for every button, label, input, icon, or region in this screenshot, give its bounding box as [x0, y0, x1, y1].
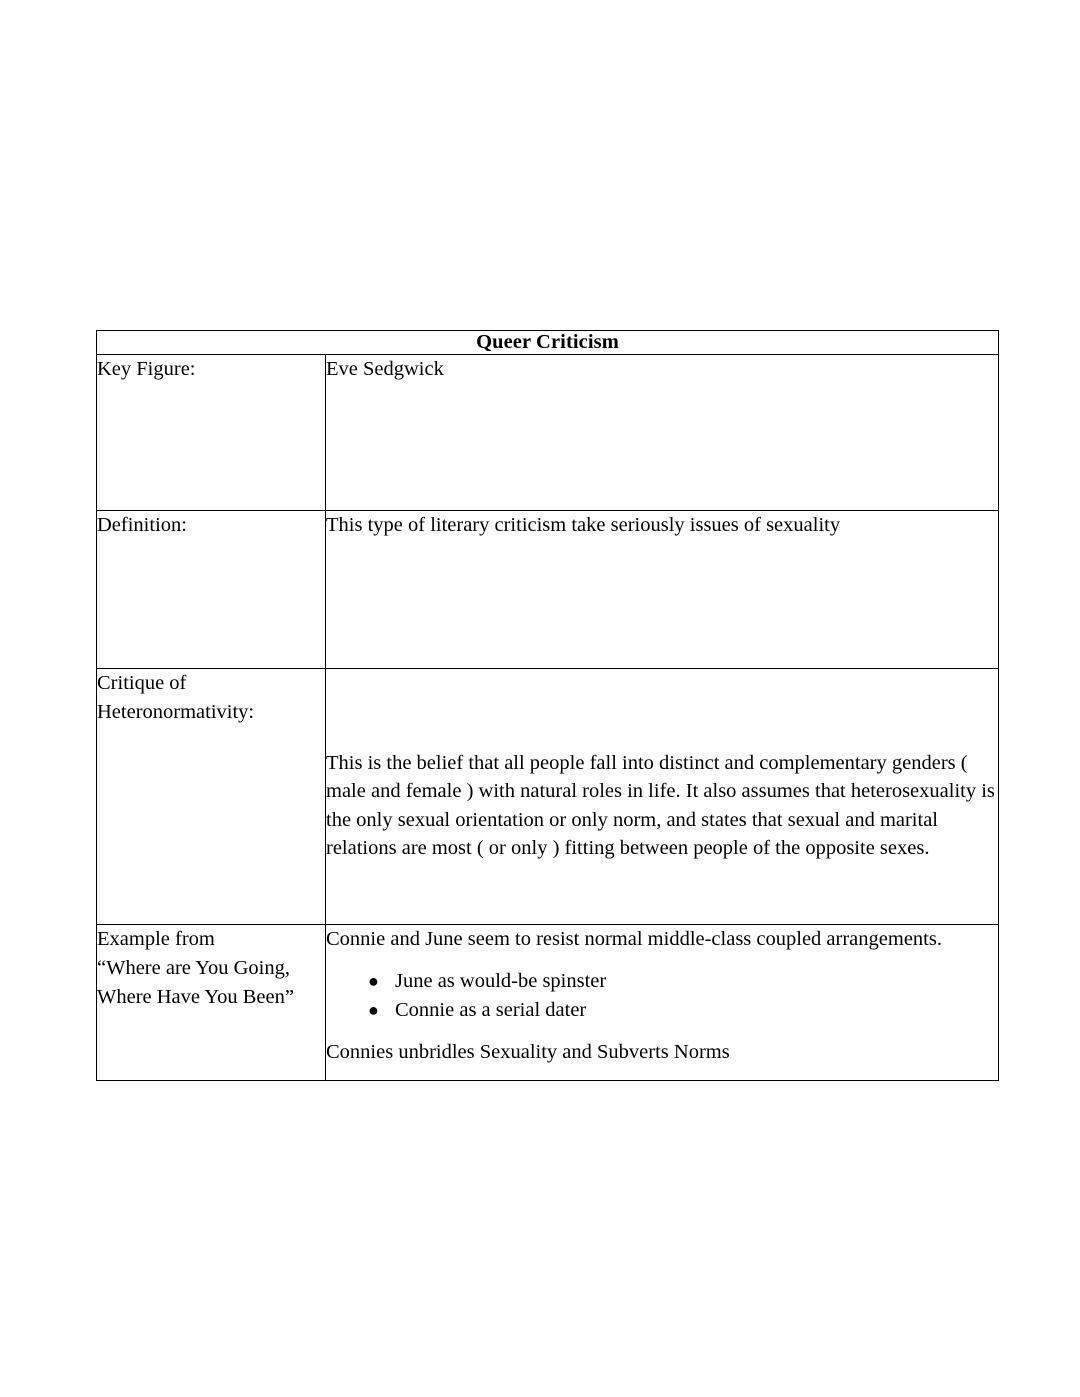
table-row-key-figure [97, 355, 999, 511]
table-row-definition [97, 511, 999, 669]
table-row-critique-heteronormativity [97, 669, 999, 925]
table-header-row [97, 331, 999, 355]
list-item-label: Connie as a serial dater [395, 998, 587, 1021]
example-lead-sentence: Connie and June seem to resist normal middle-class coupled arrangements. [326, 928, 942, 950]
example-closing-sentence: Connies unbridles Sexuality and Subverts Norms [326, 1041, 730, 1064]
list-item [368, 997, 998, 1024]
critique-top-spacer [326, 669, 998, 749]
row-label-critique-line-1: Critique of [97, 672, 187, 694]
bullet-icon: ● [368, 999, 379, 1020]
row-label-key-figure: Key Figure: [97, 355, 326, 511]
queer-criticism-table [96, 330, 999, 1081]
row-content-key-figure: Eve Sedgwick [326, 355, 999, 511]
row-label-definition: Definition: [97, 511, 326, 669]
row-content-critique [326, 669, 999, 925]
critique-paragraph: This is the belief that all people fall into distinct and complementary genders ( male and female ) with natural roles in life. It also assumes that heterosexuality is the only sexual orientation or only norm, and states that sexual and marital relations are most ( or only ) fitting between people of the opposite sexes. [326, 752, 995, 860]
story-title-line-1: “Where are You Going, [97, 957, 290, 980]
list-item [368, 968, 998, 995]
row-label-critique-line-2: Heteronormativity: [97, 701, 255, 724]
example-bullet-list [326, 968, 998, 1024]
row-content-example [326, 925, 999, 1081]
table-row-example [97, 925, 999, 1081]
row-label-example-story-title [97, 954, 325, 1011]
table-title: Queer Criticism [97, 331, 999, 355]
bullet-icon: ● [368, 971, 379, 992]
row-label-example-line-1: Example from [97, 928, 215, 950]
list-item-label: June as would-be spinster [395, 970, 607, 993]
row-label-example [97, 925, 326, 1081]
row-label-critique [97, 669, 326, 925]
story-title-line-2: Where Have You Been” [97, 985, 294, 1008]
row-content-definition: This type of literary criticism take seriously issues of sexuality [326, 511, 999, 669]
